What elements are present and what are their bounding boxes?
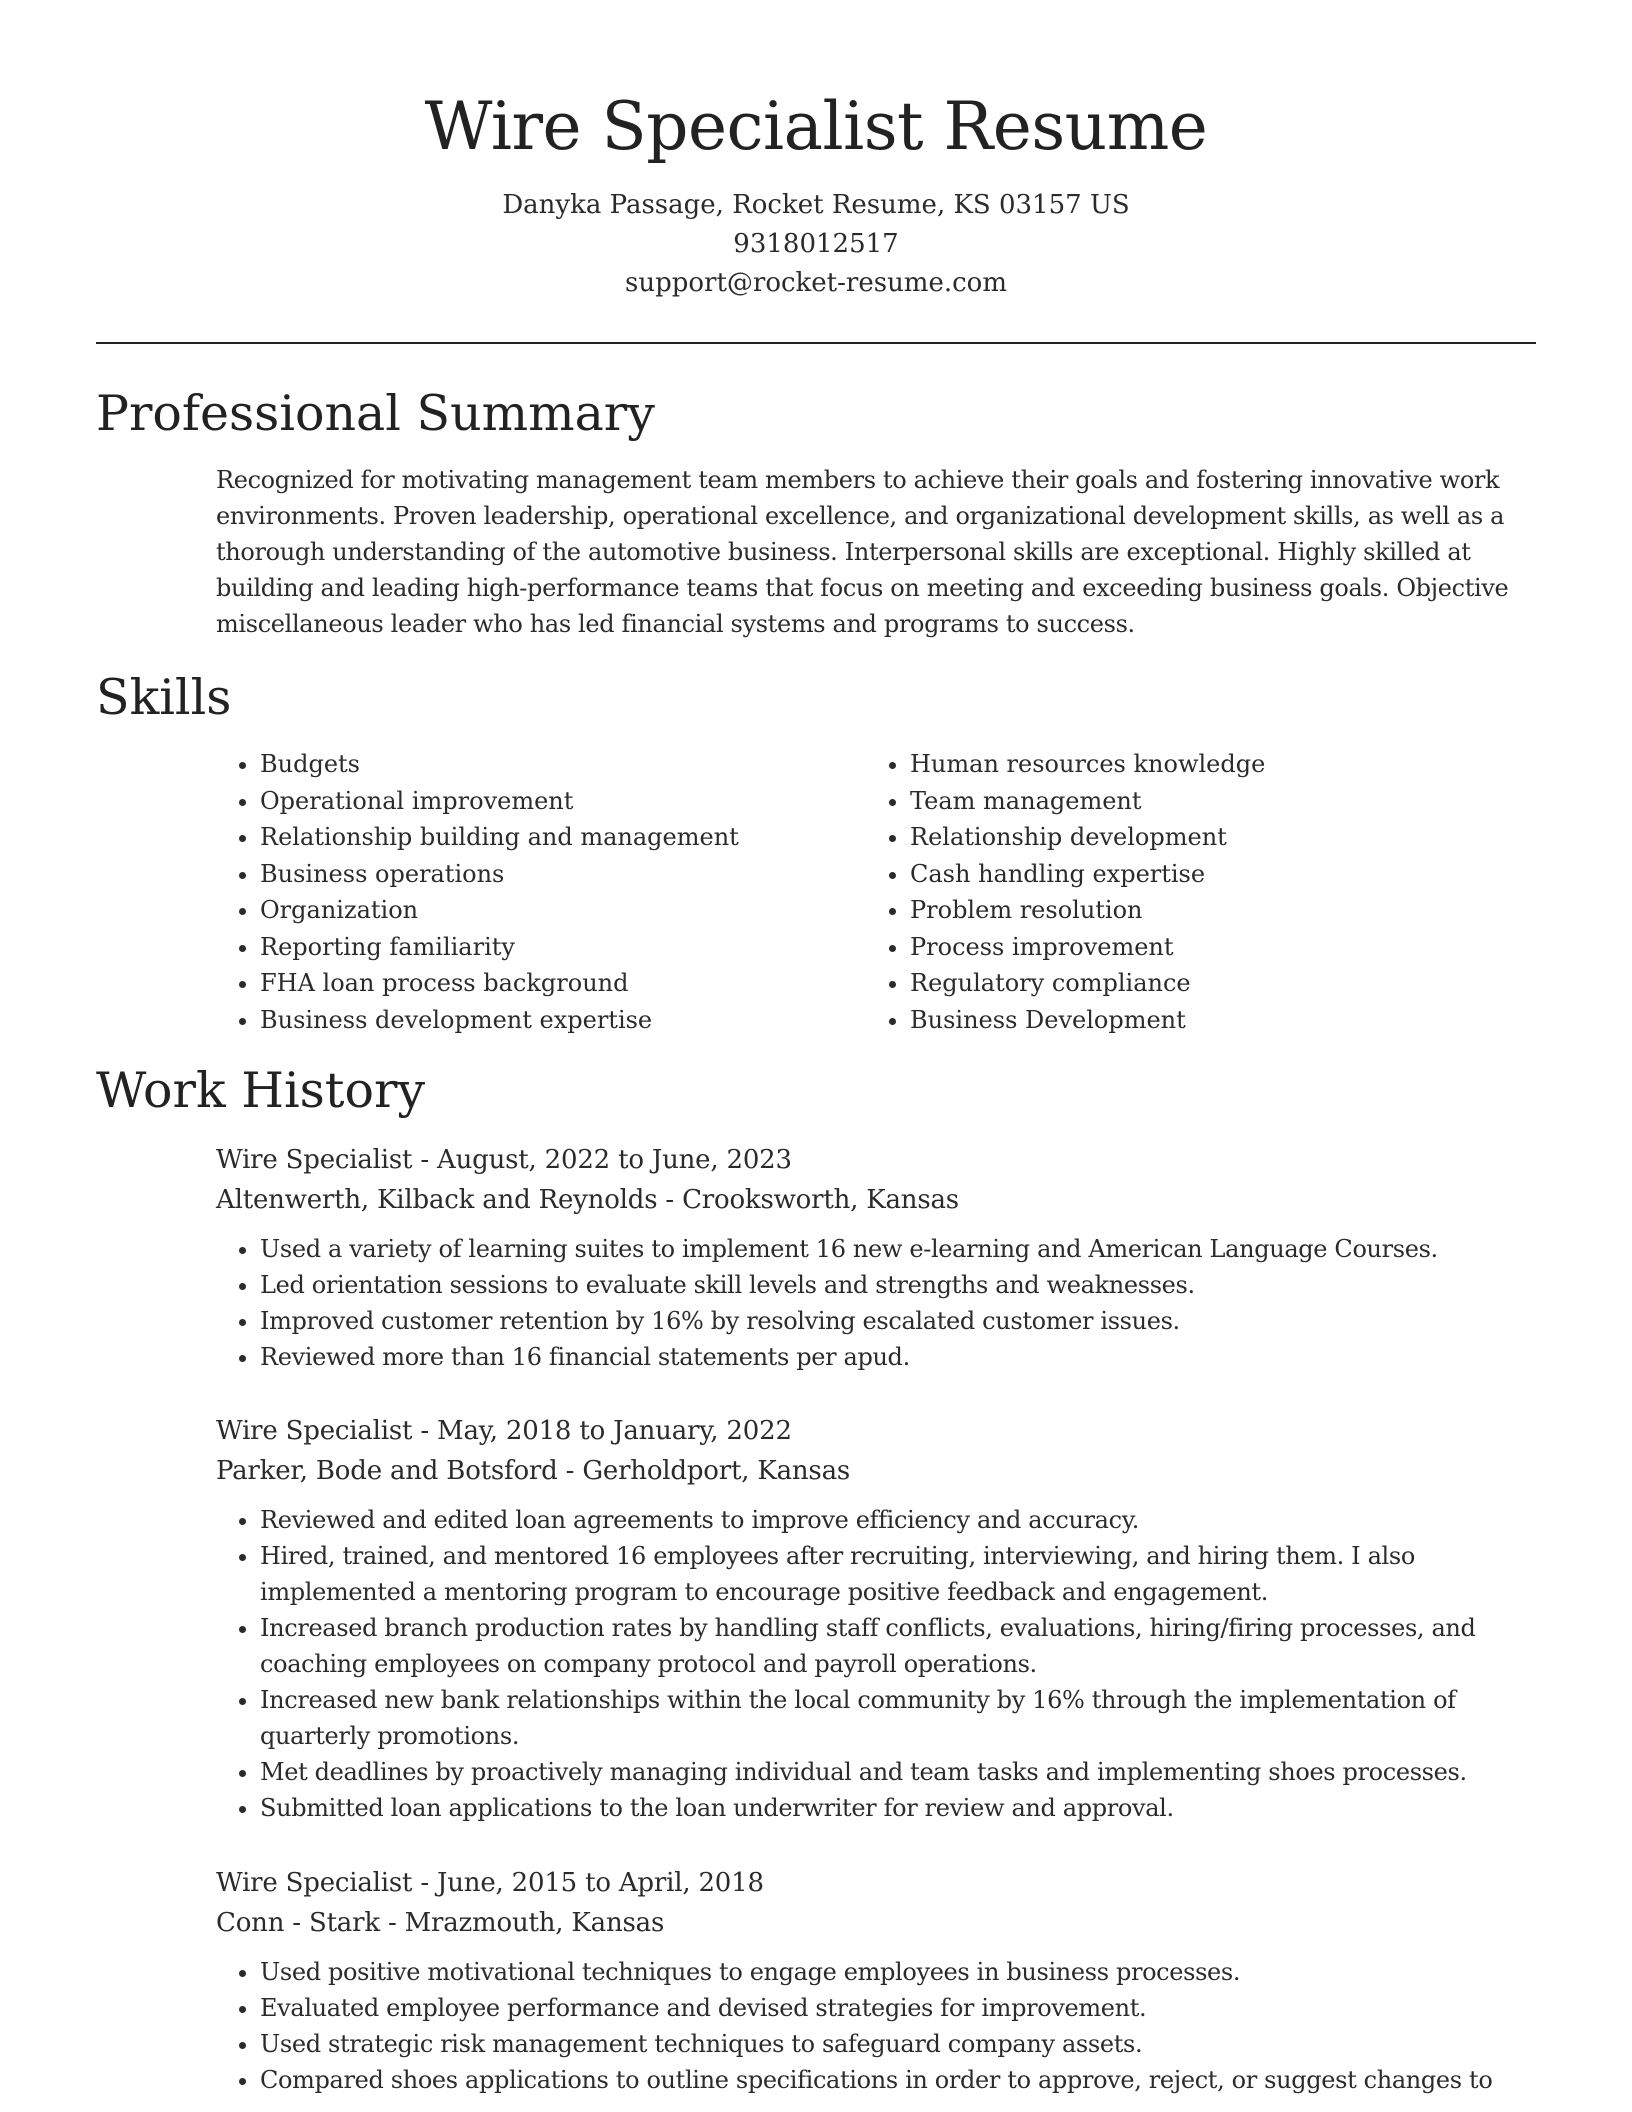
work-history-heading: Work History (96, 1062, 426, 1119)
job-company-line: Altenwerth, Kilback and Reynolds - Crooksworth, Kansas (216, 1185, 959, 1215)
job-bullets (216, 1954, 1556, 2098)
skill-item: • Regulatory compliance (910, 965, 1265, 1002)
summary-heading: Professional Summary (96, 385, 655, 442)
job-entry (216, 1140, 1556, 1375)
job-bullet: • Met deadlines by proactively managing individual and team tasks and implementing shoes processes. (260, 1754, 1556, 1790)
skill-item: • Reporting familiarity (260, 929, 739, 966)
job-bullet: • Evaluated employee performance and devised strategies for improvement. (260, 1990, 1556, 2026)
skill-item: • Human resources knowledge (910, 746, 1265, 783)
job-entry (216, 1411, 1556, 1826)
skill-item: • Business Development (910, 1002, 1265, 1039)
skill-item: • Organization (260, 892, 739, 929)
job-bullet: • Reviewed and edited loan agreements to improve efficiency and accuracy. (260, 1502, 1556, 1538)
job-bullet: • Increased branch production rates by handling staff conflicts, evaluations, hiring/firing processes, and coaching employees on company protocol and payroll operations. (260, 1610, 1556, 1682)
job-bullet: • Led orientation sessions to evaluate skill levels and strengths and weaknesses. (260, 1267, 1556, 1303)
skill-item: • Problem resolution (910, 892, 1265, 929)
header-divider (96, 342, 1536, 344)
skill-item: • Budgets (260, 746, 739, 783)
skill-item: • Team management (910, 783, 1265, 820)
job-company-line: Parker, Bode and Botsford - Gerholdport, Kansas (216, 1456, 851, 1486)
job-title-line: Wire Specialist - June, 2015 to April, 2018 (216, 1868, 764, 1898)
resume-header (96, 82, 1536, 303)
job-bullet: • Used positive motivational techniques to engage employees in business processes. (260, 1954, 1556, 1990)
contact-block (96, 186, 1536, 303)
summary-text: Recognized for motivating management team members to achieve their goals and fostering innovative work environments. Proven leadership, operational excellence, and organizational development skills, as well as a thorough understanding of the automotive business. Interpersonal skills are exceptional. Highly skilled at building and leading high-performance teams that focus on meeting and exceeding business goals. Objective miscellaneous leader who has led financial systems and programs to success. (216, 466, 1509, 638)
skill-item: • Business operations (260, 856, 739, 893)
job-bullets (216, 1231, 1556, 1375)
job-bullet: • Hired, trained, and mentored 16 employees after recruiting, interviewing, and hiring them. I also implemented a mentoring program to encourage positive feedback and engagement. (260, 1538, 1556, 1610)
job-bullet: • Increased new bank relationships within the local community by 16% through the implementation of quarterly promotions. (260, 1682, 1556, 1754)
job-bullet: • Submitted loan applications to the loan underwriter for review and approval. (260, 1790, 1556, 1826)
job-entry (216, 1863, 1556, 2098)
skill-item: • Business development expertise (260, 1002, 739, 1039)
job-title-line: Wire Specialist - August, 2022 to June, 2023 (216, 1145, 792, 1175)
job-bullet: • Compared shoes applications to outline specifications in order to approve, reject, or suggest changes to (260, 2062, 1556, 2098)
skill-item: • FHA loan process background (260, 965, 739, 1002)
job-bullet: • Improved customer retention by 16% by resolving escalated customer issues. (260, 1303, 1556, 1339)
skill-item: • Operational improvement (260, 783, 739, 820)
contact-phone: 9318012517 (733, 229, 899, 259)
job-bullet: • Reviewed more than 16 financial statements per apud. (260, 1339, 1556, 1375)
skill-item: • Relationship building and management (260, 819, 739, 856)
job-company-line: Conn - Stark - Mrazmouth, Kansas (216, 1908, 665, 1938)
skills-list-right (866, 746, 1265, 1038)
skill-item: • Process improvement (910, 929, 1265, 966)
skill-item: • Cash handling expertise (910, 856, 1265, 893)
job-bullet: • Used strategic risk management techniques to safeguard company assets. (260, 2026, 1556, 2062)
job-bullet: • Used a variety of learning suites to implement 16 new e-learning and American Language Courses. (260, 1231, 1556, 1267)
job-bullets (216, 1502, 1556, 1826)
skills-list-left (216, 746, 739, 1038)
job-title-line: Wire Specialist - May, 2018 to January, 2022 (216, 1416, 792, 1446)
contact-email: support@rocket-resume.com (624, 268, 1007, 298)
resume-title: Wire Specialist Resume (424, 88, 1208, 165)
contact-address: Danyka Passage, Rocket Resume, KS 03157 US (502, 190, 1130, 220)
skills-heading: Skills (96, 669, 232, 726)
skill-item: • Relationship development (910, 819, 1265, 856)
